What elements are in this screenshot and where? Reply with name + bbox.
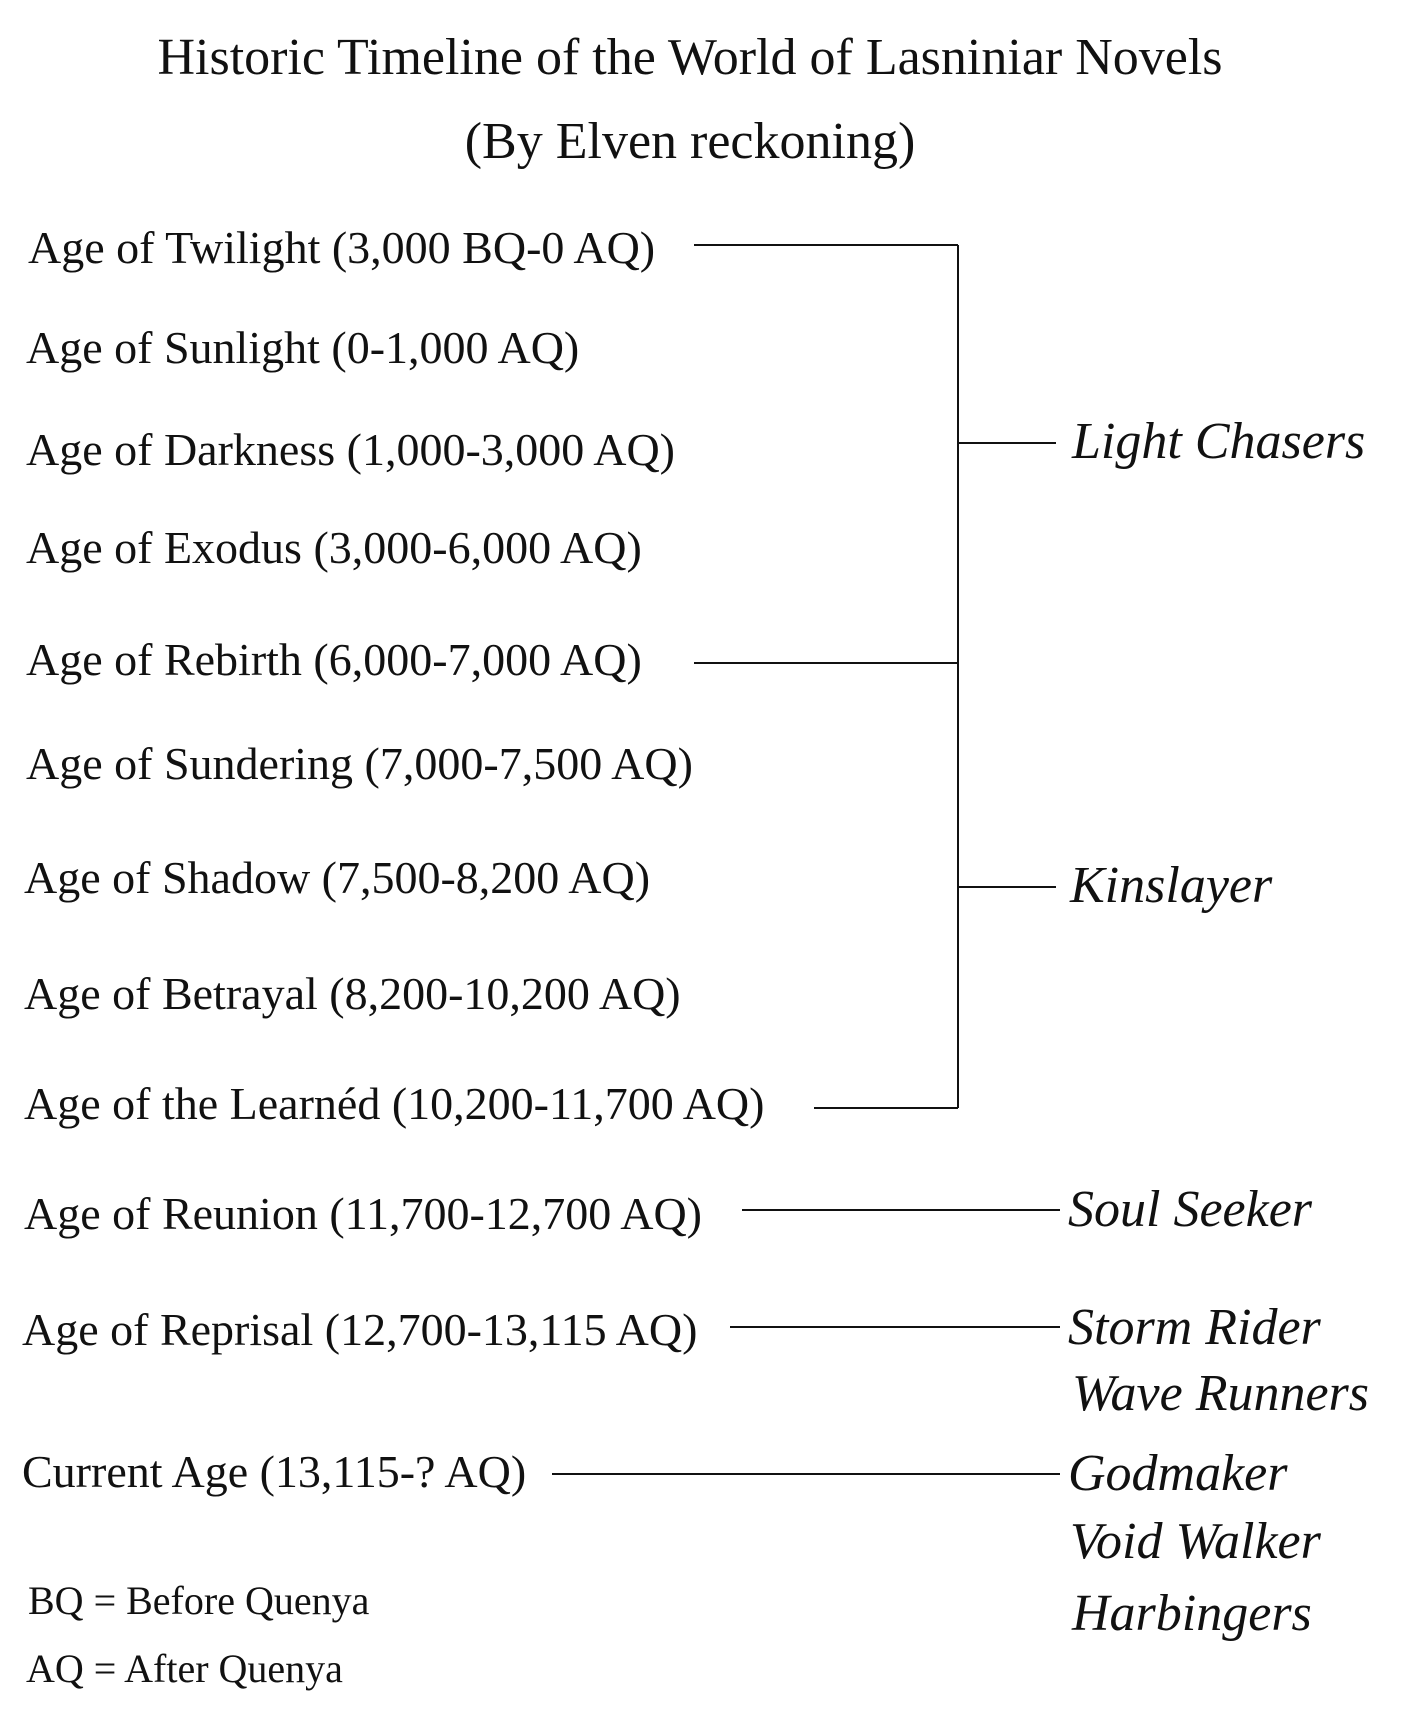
age-betrayal: Age of Betrayal (8,200-10,200 AQ)	[24, 968, 681, 1019]
age-sundering: Age of Sundering (7,000-7,500 AQ)	[26, 738, 693, 789]
age-current: Current Age (13,115-? AQ)	[22, 1446, 527, 1497]
novel-light-chasers: Light Chasers	[1072, 413, 1366, 470]
age-learned: Age of the Learnéd (10,200-11,700 AQ)	[24, 1078, 765, 1129]
age-exodus: Age of Exodus (3,000-6,000 AQ)	[26, 522, 642, 573]
page-title: Historic Timeline of the World of Lasniniar Novels	[157, 29, 1223, 86]
novel-godmaker: Godmaker	[1068, 1445, 1288, 1502]
novel-harbingers: Harbingers	[1072, 1585, 1312, 1642]
novel-void-walker: Void Walker	[1070, 1513, 1321, 1570]
age-rebirth: Age of Rebirth (6,000-7,000 AQ)	[26, 634, 642, 685]
novel-wave-runners: Wave Runners	[1072, 1365, 1370, 1422]
legend-aq: AQ = After Quenya	[26, 1646, 343, 1691]
page-subtitle: (By Elven reckoning)	[464, 113, 916, 170]
novel-kinslayer: Kinslayer	[1070, 857, 1273, 914]
legend-bq: BQ = Before Quenya	[28, 1578, 370, 1623]
novel-soul-seeker: Soul Seeker	[1068, 1181, 1313, 1238]
age-twilight: Age of Twilight (3,000 BQ-0 AQ)	[28, 222, 656, 273]
novel-storm-rider: Storm Rider	[1068, 1299, 1321, 1356]
age-reunion: Age of Reunion (11,700-12,700 AQ)	[24, 1188, 702, 1239]
age-darkness: Age of Darkness (1,000-3,000 AQ)	[26, 424, 675, 475]
age-reprisal: Age of Reprisal (12,700-13,115 AQ)	[22, 1304, 698, 1355]
age-sunlight: Age of Sunlight (0-1,000 AQ)	[26, 322, 580, 373]
age-shadow: Age of Shadow (7,500-8,200 AQ)	[24, 852, 651, 903]
